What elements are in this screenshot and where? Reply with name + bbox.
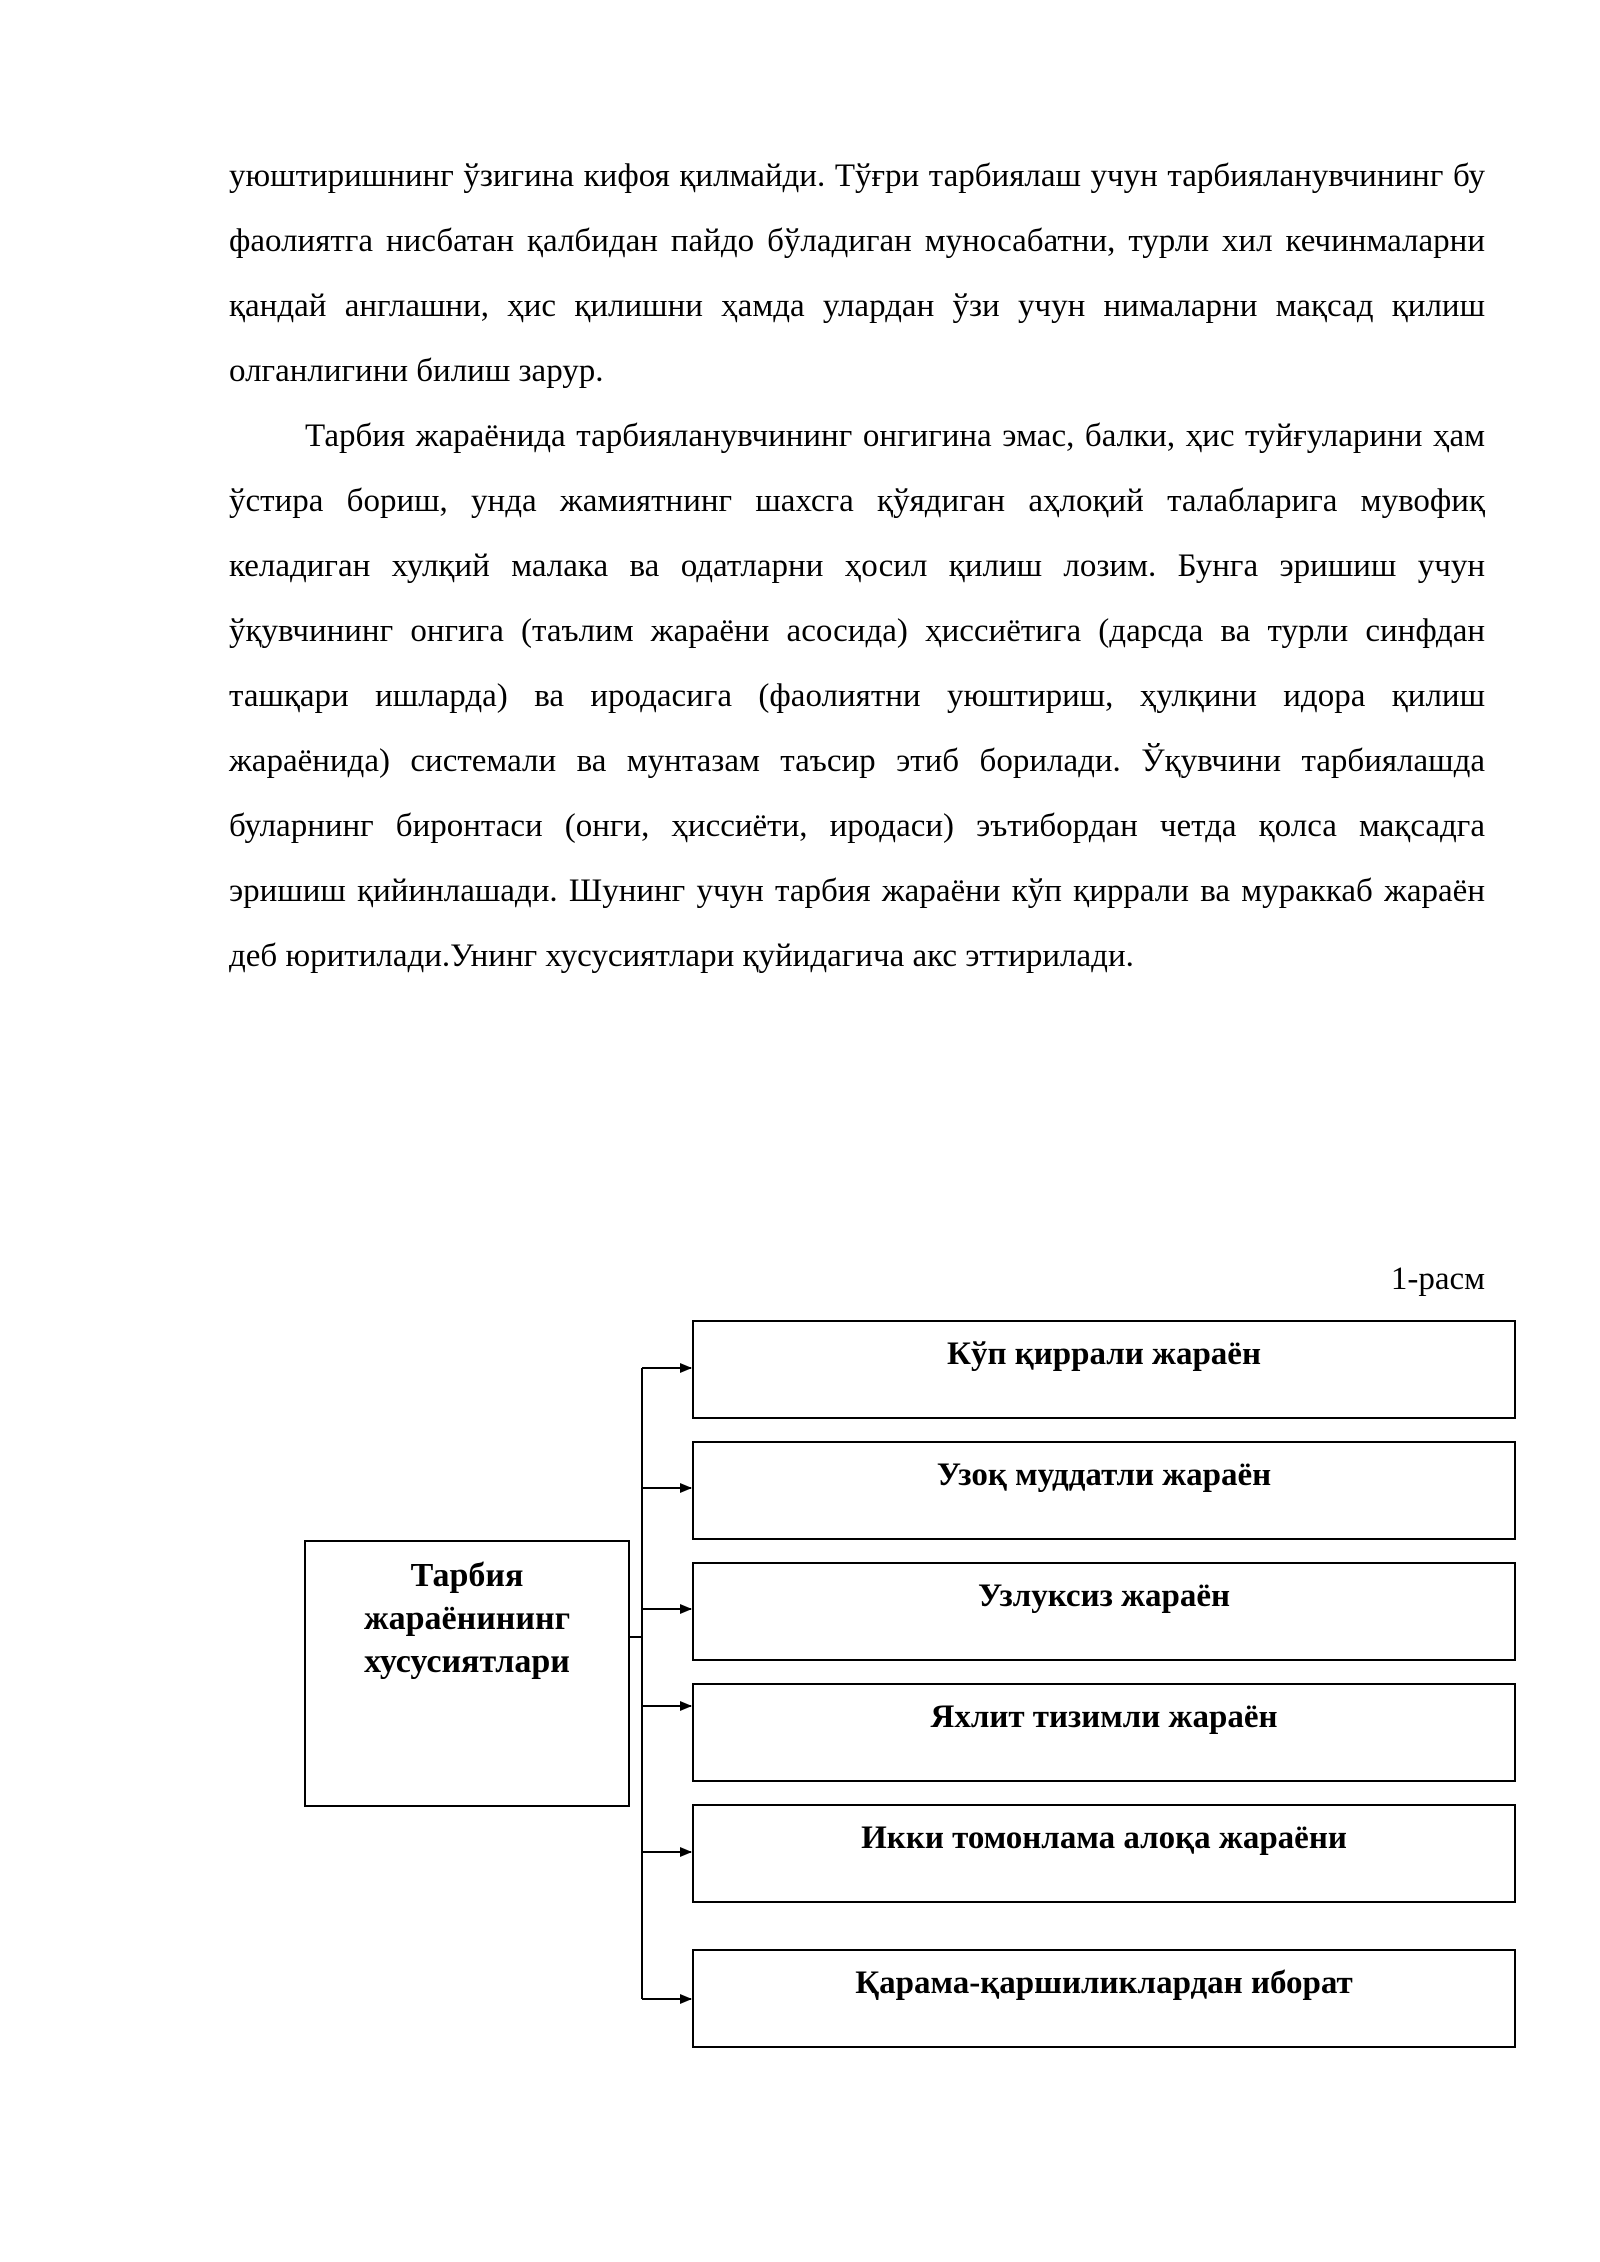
figure-caption: 1-расм bbox=[1390, 1261, 1485, 1297]
diagram-item-box-2: Узоқ муддатли жараён bbox=[692, 1441, 1516, 1540]
diagram-item-box-5: Икки томонлама алоқа жараёни bbox=[692, 1804, 1516, 1903]
diagram-item-box-6: Қарама-қаршиликлардан иборат bbox=[692, 1949, 1516, 2048]
paragraph-2: Тарбия жараёнида тарбияланувчининг онгигина эмас, балки, ҳис туйғуларини ҳам ўстира бориш, унда жамиятнинг шахсга қўядиган аҳлоқий талабларига мувофиқ келадиган хулқий малака ва одатларни ҳосил қилиш лозим. Бунга эришиш учун ўқувчининг онгига (таълим жараёни асосида) ҳиссиётига (дарсда ва турли синфдан ташқари ишларда) ва иродасига (фаолиятни уюштириш, ҳулқини идора қилиш жараёнида) системали ва мунтазам таъсир этиб борилади. Ўқувчини тарбиялашда буларнинг биронтаси (онги, ҳиссиёти, иродаси) эътибордан четда қолса мақсадга эришиш қийинлашади. Шунинг учун тарбия жараёни кўп қиррали ва мураккаб жараён деб юритилади.Унинг хусусиятлари қуйидагича акс эттирилади. bbox=[229, 418, 1485, 974]
diagram-item-box-1: Кўп қиррали жараён bbox=[692, 1320, 1516, 1419]
diagram-item-box-3: Узлуксиз жараён bbox=[692, 1562, 1516, 1661]
diagram-root-box: Тарбия жараёнининг хусусиятлари bbox=[304, 1540, 630, 1807]
paragraph-1: уюштиришнинг ўзигина кифоя қилмайди. Тўғри тарбиялаш учун тарбияланувчининг бу фаолиятга нисбатан қалбидан пайдо бўладиган муносабатни, турли хил кечинмаларни қандай англашни, ҳис қилишни ҳамда улардан ўзи учун нималарни мақсад қилиш олганлигини билиш зарур. bbox=[229, 158, 1485, 389]
diagram-item-box-4: Яхлит тизимли жараён bbox=[692, 1683, 1516, 1782]
body-text bbox=[229, 144, 1485, 989]
